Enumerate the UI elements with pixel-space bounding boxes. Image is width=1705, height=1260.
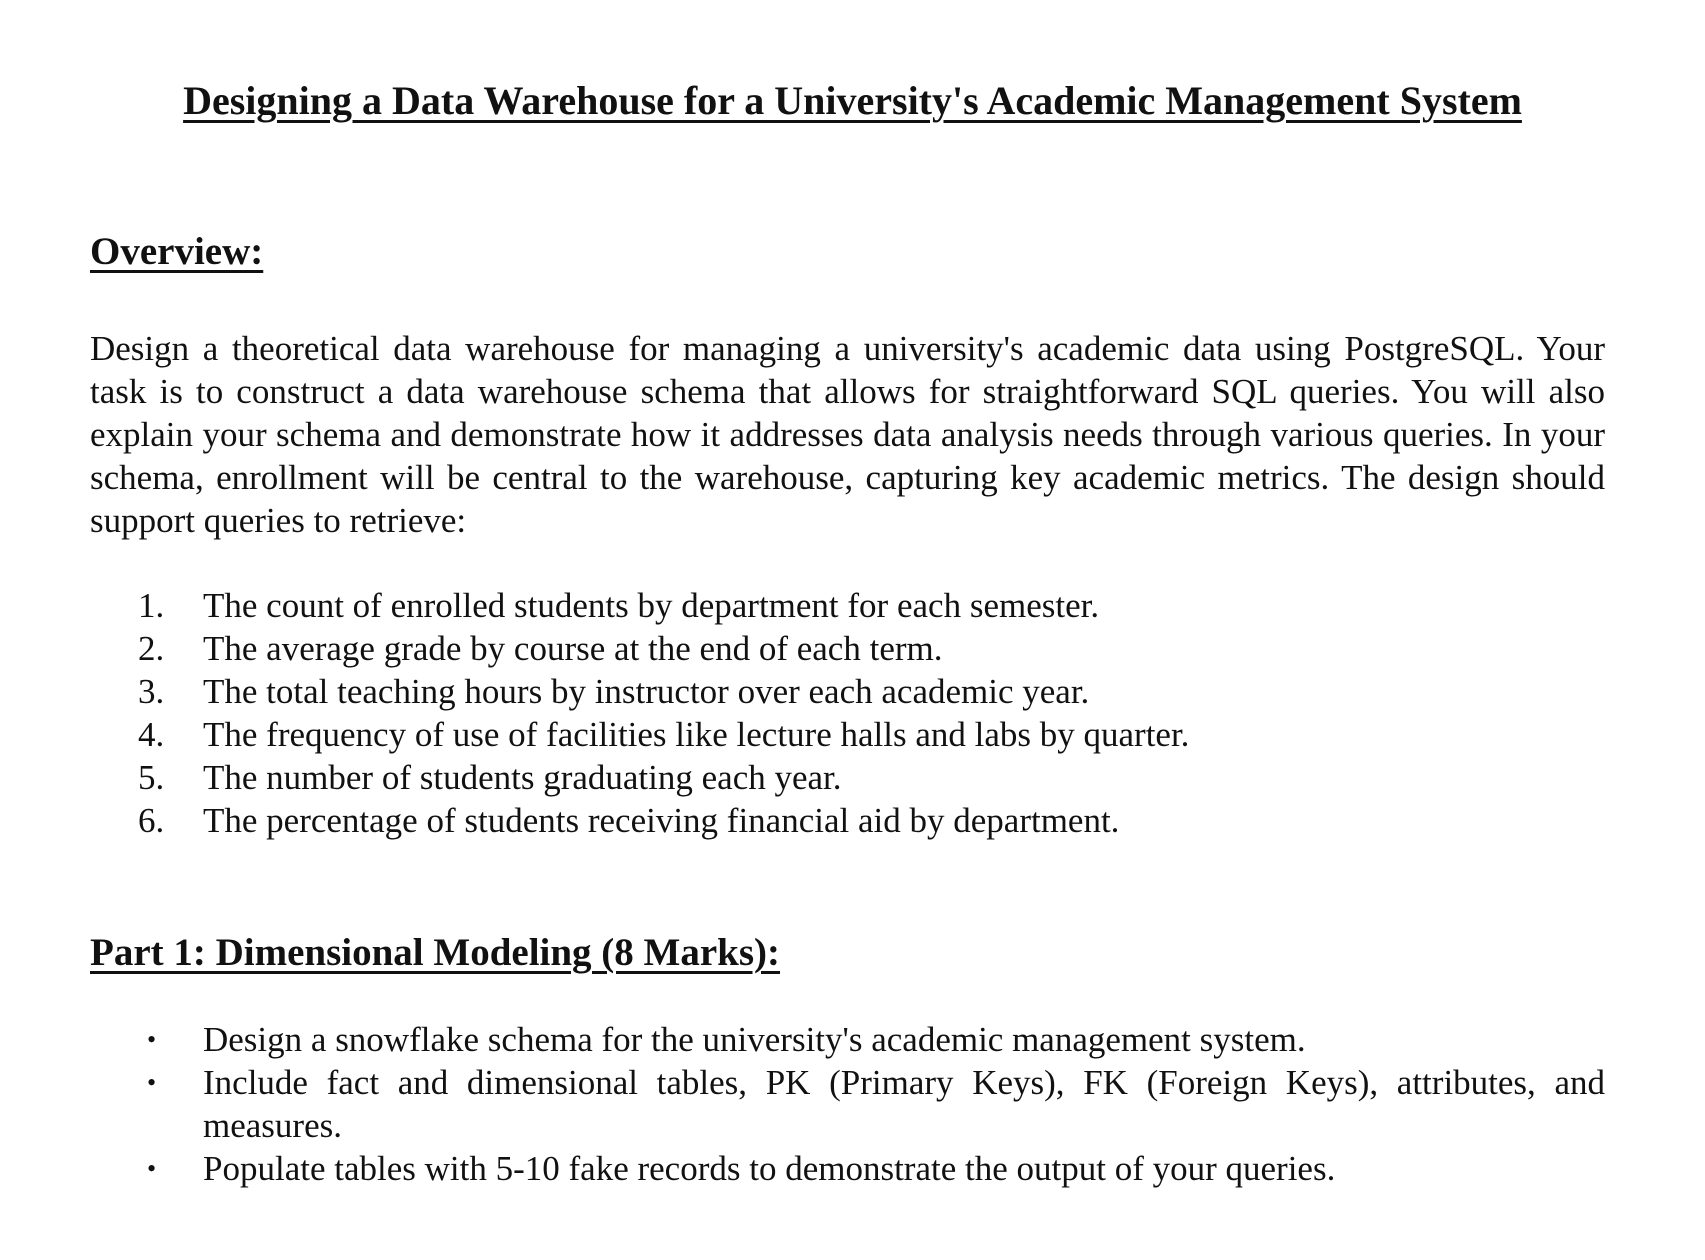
list-item [0, 670, 1605, 713]
list-item [0, 1018, 1605, 1061]
list-item [0, 799, 1605, 842]
list-item-text: The frequency of use of facilities like lecture halls and labs by quarter. [203, 715, 1190, 754]
bullet-icon: • [147, 1025, 157, 1054]
document-title: Designing a Data Warehouse for a University's Academic Management System [183, 78, 1522, 123]
list-item-text: The count of enrolled students by department for each semester. [203, 586, 1100, 625]
list-item-text: The percentage of students receiving financial aid by department. [203, 801, 1120, 840]
query-requirements-list [0, 584, 1605, 842]
list-item-number: 1. [138, 586, 165, 625]
list-item [0, 756, 1605, 799]
bullet-icon: • [147, 1154, 157, 1183]
list-item-text: The number of students graduating each year. [203, 758, 842, 797]
list-item-text: The total teaching hours by instructor over each academic year. [203, 672, 1090, 711]
part1-heading: Part 1: Dimensional Modeling (8 Marks): [90, 931, 781, 974]
overview-paragraph: Design a theoretical data warehouse for managing a university's academic data using PostgreSQL. Your task is to construct a data warehouse schema that allows for straightforward SQL queries. You will also explain your schema and demonstrate how it addresses data analysis needs through various queries. In your schema, enrollment will be central to the warehouse, capturing key academic metrics. The design should support queries to retrieve: [90, 329, 1605, 540]
list-item-number: 3. [138, 672, 165, 711]
list-item [0, 713, 1605, 756]
list-item [0, 1061, 1605, 1147]
list-item-text: Design a snowflake schema for the university's academic management system. [203, 1020, 1306, 1059]
list-item-number: 4. [138, 715, 165, 754]
list-item-text: Include fact and dimensional tables, PK (Primary Keys), FK (Foreign Keys), attributes, and measures. [203, 1063, 1605, 1145]
list-item [0, 584, 1605, 627]
list-item-text: The average grade by course at the end of each term. [203, 629, 943, 668]
list-item [0, 627, 1605, 670]
part1-bullet-list [0, 1018, 1605, 1190]
list-item-number: 2. [138, 629, 165, 668]
bullet-icon: • [147, 1068, 157, 1097]
overview-heading: Overview: [90, 230, 264, 273]
list-item-number: 5. [138, 758, 165, 797]
list-item-text: Populate tables with 5-10 fake records to demonstrate the output of your queries. [203, 1149, 1336, 1188]
list-item-number: 6. [138, 801, 165, 840]
list-item [0, 1147, 1605, 1190]
